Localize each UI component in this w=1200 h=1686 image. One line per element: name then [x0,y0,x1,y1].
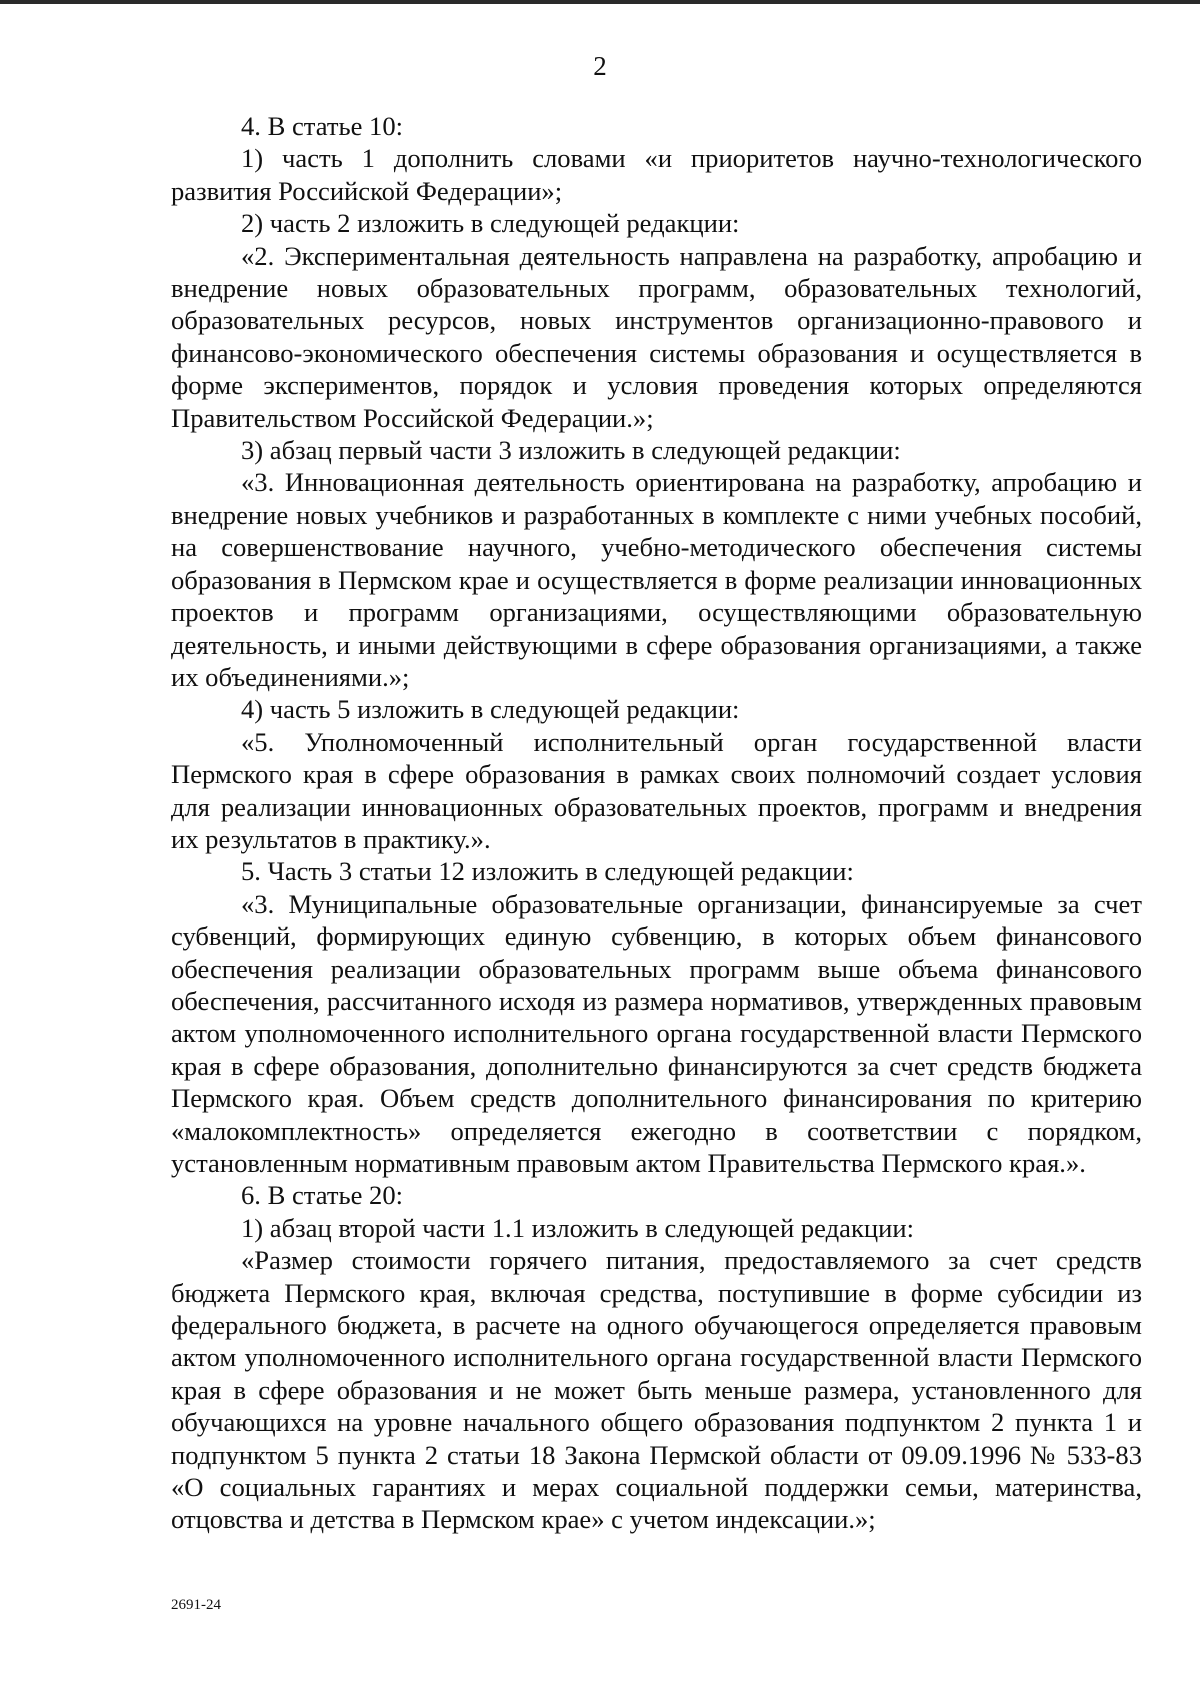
paragraph-quote-part-3: «3. Инновационная деятельность ориентирована на разработку, апробацию и внедрение новых учебников и разработанных в комплекте с ними учебных пособий, на совершенствование научного, учебно-методического обеспечения системы образования в Пермском крае и осуществляется в форме реализации инновационных проектов и программ организациями, осуществляющими образовательную деятельность, и иными действующими в сфере образования организациями, а также их объединениями.»; [171,467,1142,692]
paragraph-article-10-heading: 4. В статье 10: [241,111,404,141]
paragraph-quote-article-12: «3. Муниципальные образовательные организации, финансируемые за счет субвенций, формирующих единую субвенцию, в которых объем финансового обеспечения реализации образовательных программ выше объема финансового обеспечения, рассчитанного исходя из размера нормативов, утвержденных правовым актом уполномоченного исполнительного органа государственной власти Пермского края в сфере образования, дополнительно финансируются за счет средств бюджета Пермского края. Объем средств дополнительного финансирования по критерию «малокомплектность» определяется ежегодно в соответствии с порядком, установленным нормативным правовым актом Правительства Пермского края.». [171,888,1142,1178]
paragraph-article-12: 5. Часть 3 статьи 12 изложить в следующей редакции: [241,856,854,887]
paragraph-item-1: 1) часть 1 дополнить словами «и приоритетов научно-технологического развития Российской Федерации»; [171,143,1142,206]
page-number: 2 [593,51,607,81]
paragraph-quote-part-2: «2. Экспериментальная деятельность направлена на разработку, апробацию и внедрение новых образовательных программ, образовательных технологий, образовательных ресурсов, новых инструментов организационно-правового и финансово-экономического обеспечения системы образования и осуществляется в форме экспериментов, порядок и условия проведения которых определяются Правительством Российской Федерации.»; [171,240,1142,433]
paragraph-article-20-heading: 6. В статье 20: [241,1180,404,1211]
document-code: 2691-24 [171,1597,221,1613]
paragraph-article-20-item-1: 1) абзац второй части 1.1 изложить в следующей редакции: [241,1212,914,1243]
paragraph-quote-part-5: «5. Уполномоченный исполнительный орган государственной власти Пермского края в сфере образования в рамках своих полномочий создает условия для реализации инновационных образовательных проектов, программ и внедрения их результатов в практику.». [171,726,1142,854]
document-body [171,110,1142,1536]
paragraph-item-4: 4) часть 5 изложить в следующей редакции: [241,694,740,725]
paragraph-quote-hot-meals: «Размер стоимости горячего питания, предоставляемого за счет средств бюджета Пермского края, включая средства, поступившие в форме субсидии из федерального бюджета, в расчете на одного обучающегося определяется правовым актом уполномоченного исполнительного органа государственной власти Пермского края в сфере образования и не может быть меньше размера, установленного для обучающихся на уровне начального общего образования подпунктом 2 пункта 1 и подпунктом 5 пункта 2 статьи 18 Закона Пермской области от 09.09.1996 № 533-83 «О социальных гарантиях и мерах социальной поддержки семьи, материнства, отцовства и детства в Пермском крае» с учетом индексации.»; [171,1245,1142,1535]
paragraph-item-2: 2) часть 2 изложить в следующей редакции: [241,208,740,239]
paragraph-item-3: 3) абзац первый части 3 изложить в следующей редакции: [241,435,901,466]
